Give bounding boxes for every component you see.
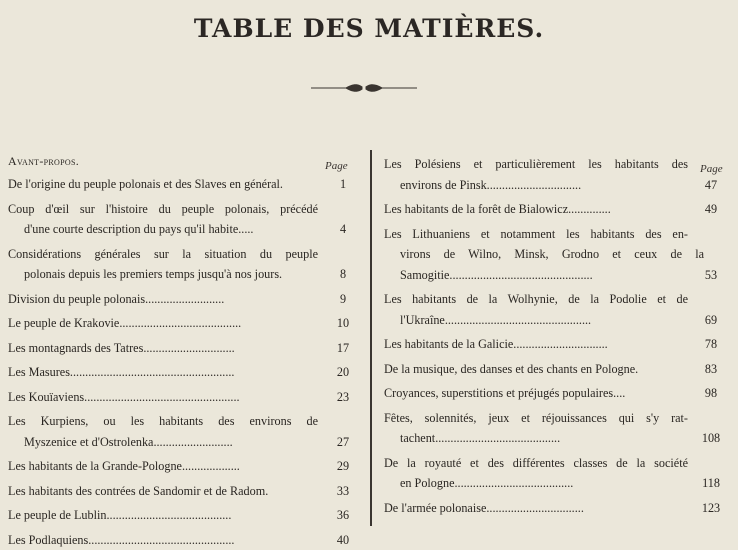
toc-page-number: 98: [694, 383, 728, 404]
toc-page-number: 53: [694, 265, 728, 286]
toc-entry[interactable]: [8, 313, 360, 334]
toc-entry[interactable]: [8, 387, 360, 408]
page-column-heading: Page: [325, 160, 348, 172]
toc-page-number: 4: [326, 219, 360, 240]
toc-page-number: 1: [326, 174, 360, 195]
toc-entry-text: Les habitants des contrées de Sandomir et de Radom.: [8, 484, 268, 498]
toc-entry-line: [8, 362, 360, 383]
toc-entry-text: Les habitants de la Grande-Pologne...................: [8, 459, 240, 473]
toc-entry-text: environs de Pinsk...............................: [400, 178, 581, 192]
toc-entry[interactable]: [8, 338, 360, 359]
toc-entry-text: Croyances, superstitions et préjugés populaires....: [384, 386, 625, 400]
toc-entry[interactable]: [8, 411, 360, 452]
toc-entry-text: Les habitants de la Wolhynie, de la Podolie et de: [384, 289, 688, 310]
toc-page-number: 40: [326, 530, 360, 550]
toc-entry[interactable]: [384, 498, 728, 519]
toc-entry-text: Les Masures......................................................: [8, 365, 234, 379]
toc-page-number: 33: [326, 481, 360, 502]
toc-entry[interactable]: [8, 199, 360, 240]
toc-entry-line: [8, 456, 360, 477]
toc-entry[interactable]: [8, 362, 360, 383]
toc-entry[interactable]: [384, 408, 728, 449]
toc-entry[interactable]: [384, 289, 728, 330]
toc-entry[interactable]: [8, 530, 360, 550]
toc-entry-line: [8, 174, 360, 195]
toc-entry-text: Division du peuple polonais..........................: [8, 292, 224, 306]
toc-entry-text: Myszenice et d'Ostrolenka..........................: [24, 435, 233, 449]
column-divider: [370, 150, 372, 526]
toc-entry-text: Considérations générales sur la situation du peuple: [8, 244, 318, 265]
toc-entry-line: [384, 199, 728, 220]
toc-entry-line: [384, 310, 728, 331]
toc-entry[interactable]: [384, 453, 728, 494]
toc-entry-line: [8, 411, 360, 432]
toc-entry-text: Coup d'œil sur l'histoire du peuple polonais, précédé: [8, 199, 318, 220]
toc-page-number: 20: [326, 362, 360, 383]
toc-entry-line: [384, 383, 728, 404]
toc-entry-text: De l'origine du peuple polonais et des Slaves en général.: [8, 177, 283, 191]
toc-entry-text: Le peuple de Lublin.........................................: [8, 508, 231, 522]
toc-entry-line: [384, 244, 728, 265]
toc-page-number: 36: [326, 505, 360, 526]
toc-entry-line: [8, 481, 360, 502]
toc-entry-text: Les Lithuaniens et notamment les habitants des en-: [384, 224, 688, 245]
toc-entry-line: [384, 265, 728, 286]
toc-entry-text: De la royauté et des différentes classes de la société: [384, 453, 688, 474]
toc-page-number: 69: [694, 310, 728, 331]
toc-entry[interactable]: [8, 289, 360, 310]
toc-entry-text: Les Polésiens et particulièrement les habitants des: [384, 154, 688, 175]
toc-entry-text: virons de Wilno, Minsk, Grodno et ceux de la: [400, 244, 704, 265]
toc-page-number: 23: [326, 387, 360, 408]
toc-entry-line: [8, 289, 360, 310]
toc-entry[interactable]: [384, 334, 728, 355]
toc-entry-line: [384, 359, 728, 380]
toc-entry-line: [384, 473, 728, 494]
toc-page-number: 8: [326, 264, 360, 285]
toc-entry[interactable]: [8, 174, 360, 195]
toc-entry-text: Samogitie...............................................: [400, 268, 593, 282]
toc-entry-text: en Pologne.......................................: [400, 476, 573, 490]
toc-entry-line: [8, 244, 360, 265]
toc-entry[interactable]: [384, 383, 728, 404]
toc-entry-text: l'Ukraîne................................................: [400, 313, 591, 327]
toc-entry-line: [8, 387, 360, 408]
toc-page-number: 78: [694, 334, 728, 355]
toc-entry-line: [384, 289, 728, 310]
toc-entry-text: De l'armée polonaise................................: [384, 501, 584, 515]
toc-entry-text: Les Kurpiens, ou les habitants des environs de: [8, 411, 318, 432]
toc-entry-line: [384, 224, 728, 245]
toc-entry-line: [8, 264, 360, 285]
toc-page-number: 10: [326, 313, 360, 334]
toc-entry-line: [384, 334, 728, 355]
toc-entry-line: [384, 453, 728, 474]
toc-entry-line: [384, 498, 728, 519]
toc-page-number: 9: [326, 289, 360, 310]
toc-entry-line: [384, 154, 728, 175]
toc-entry-line: [384, 428, 728, 449]
toc-page-number: 29: [326, 456, 360, 477]
page-column-heading: Page: [700, 163, 723, 175]
toc-entry-line: [8, 313, 360, 334]
toc-entry-line: [384, 175, 728, 196]
toc-entry[interactable]: [8, 481, 360, 502]
toc-page-number: 27: [326, 432, 360, 453]
toc-page-number: 118: [694, 473, 728, 494]
toc-entry[interactable]: [8, 244, 360, 285]
toc-entry-line: [8, 432, 360, 453]
toc-page-number: 47: [694, 175, 728, 196]
toc-entry-text: De la musique, des danses et des chants en Pologne.: [384, 362, 638, 376]
toc-entry-text: Les Kouïaviens...................................................: [8, 390, 240, 404]
toc-page-number: 83: [694, 359, 728, 380]
toc-page-number: 123: [694, 498, 728, 519]
toc-entry-text: tachent.........................................: [400, 431, 560, 445]
toc-entry-text: Les montagnards des Tatres..............................: [8, 341, 235, 355]
toc-entry-text: Fêtes, solennités, jeux et réjouissances qui s'y rat-: [384, 408, 688, 429]
toc-entry[interactable]: [384, 154, 728, 195]
toc-entry-text: d'une courte description du pays qu'il habite.....: [24, 222, 253, 236]
toc-entry[interactable]: [8, 505, 360, 526]
toc-entry-line: [8, 530, 360, 550]
ornament-rule-icon: [309, 82, 419, 94]
toc-page-number: 108: [694, 428, 728, 449]
page-title: TABLE DES MATIÈRES.: [0, 14, 738, 43]
toc-entry-line: [8, 338, 360, 359]
toc-entry[interactable]: [8, 456, 360, 477]
toc-entry-line: [8, 199, 360, 220]
toc-page-number: 17: [326, 338, 360, 359]
toc-entry[interactable]: [384, 224, 728, 286]
section-heading: Avant-propos.: [8, 154, 79, 169]
toc-entry-line: [8, 219, 360, 240]
toc-entry-text: Les habitants de la Galicie...............................: [384, 337, 608, 351]
toc-entry[interactable]: [384, 199, 728, 220]
toc-entry-text: polonais depuis les premiers temps jusqu'à nos jours.: [24, 267, 282, 281]
toc-entry[interactable]: [384, 359, 728, 380]
toc-entry-text: Les Podlaquiens................................................: [8, 533, 234, 547]
toc-page-number: 49: [694, 199, 728, 220]
toc-entry-line: [8, 505, 360, 526]
toc-entry-text: Les habitants de la forêt de Bialowicz..............: [384, 202, 611, 216]
toc-entry-line: [384, 408, 728, 429]
toc-entry-text: Le peuple de Krakovie........................................: [8, 316, 241, 330]
